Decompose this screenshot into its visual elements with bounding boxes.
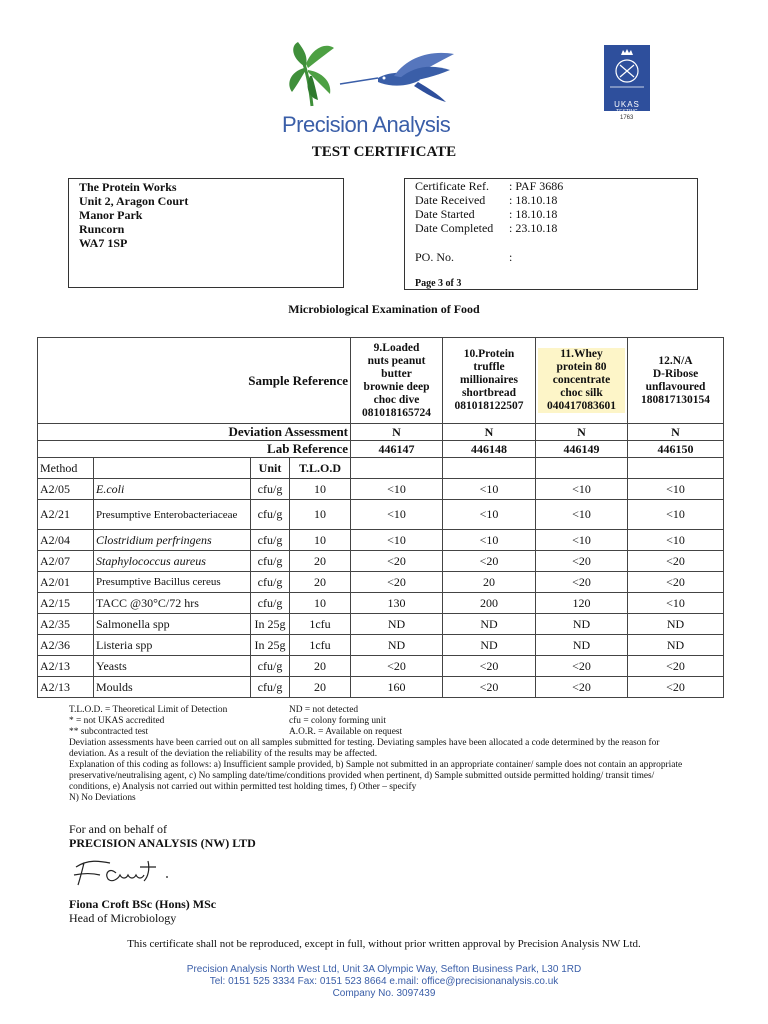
test-name-cell: Clostridium perfringens (94, 530, 251, 551)
crown-icon (604, 45, 650, 93)
sample-reference-label: Sample Reference (38, 338, 351, 424)
signatory: Fiona Croft BSc (Hons) MSc Head of Microbiology (69, 897, 217, 925)
method-cell: A2/07 (38, 551, 94, 572)
result-cell: 20 (443, 572, 536, 593)
method-cell: A2/13 (38, 677, 94, 698)
result-cell: 120 (536, 593, 628, 614)
result-cell: <10 (443, 500, 536, 530)
result-cell: ND (443, 614, 536, 635)
tlod-header: T.L.O.D (290, 458, 351, 479)
unit-cell: cfu/g (251, 677, 290, 698)
address-line: WA7 1SP (79, 236, 128, 250)
result-cell: ND (443, 635, 536, 656)
result-cell: <20 (536, 572, 628, 593)
date-received: Date Received : 18.10.18 (415, 193, 558, 207)
footnotes (69, 705, 689, 804)
address-line: Manor Park (79, 208, 143, 222)
unit-cell: In 25g (251, 635, 290, 656)
test-name-cell: E.coli (94, 479, 251, 500)
note: * = not UKAS accredited (69, 716, 165, 726)
unit-cell: cfu/g (251, 500, 290, 530)
brand-name: Precision Analysis (282, 112, 451, 137)
lab-reference-cell: 446150 (628, 441, 724, 458)
test-name-cell: TACC @30°C/72 hrs (94, 593, 251, 614)
method-cell: A2/36 (38, 635, 94, 656)
sample-header: 10.Protein truffle millionaires shortbread 081018122507 (443, 338, 536, 424)
method-cell: A2/15 (38, 593, 94, 614)
tlod-cell: 10 (290, 593, 351, 614)
column-header-row (38, 458, 724, 479)
results-table (37, 337, 724, 698)
tlod-cell: 20 (290, 677, 351, 698)
result-cell: 130 (351, 593, 443, 614)
deviation-label: Deviation Assessment (38, 424, 351, 441)
result-cell: <10 (536, 530, 628, 551)
lab-reference-cell: 446149 (536, 441, 628, 458)
table-row (38, 530, 724, 551)
result-cell: <10 (351, 530, 443, 551)
method-cell: A2/05 (38, 479, 94, 500)
tlod-cell: 10 (290, 479, 351, 500)
customer-address-box (68, 178, 344, 288)
lab-reference-cell: 446147 (351, 441, 443, 458)
result-cell: <20 (536, 677, 628, 698)
result-cell: ND (351, 635, 443, 656)
test-name-cell: Presumptive Bacillus cereus (94, 572, 251, 593)
tlod-cell: 1cfu (290, 614, 351, 635)
result-cell: <10 (443, 479, 536, 500)
result-cell: ND (628, 635, 724, 656)
method-cell: A2/01 (38, 572, 94, 593)
disclaimer: This certificate shall not be reproduced, except in full, without prior written approval by Precision Analysis NW Ltd. (127, 938, 641, 950)
certificate-info-box (404, 178, 698, 290)
unit-cell: cfu/g (251, 572, 290, 593)
table-row (38, 614, 724, 635)
po-number: PO. No. : (415, 250, 513, 264)
result-cell: <20 (351, 551, 443, 572)
no-deviation-note: N) No Deviations (69, 793, 136, 803)
note: A.O.R. = Available on request (289, 727, 403, 737)
test-name-cell: Salmonella spp (94, 614, 251, 635)
table-row (38, 593, 724, 614)
deviation-cell: N (443, 424, 536, 441)
deviation-cell: N (536, 424, 628, 441)
result-cell: <20 (443, 656, 536, 677)
test-name-cell: Moulds (94, 677, 251, 698)
sample-reference-row (38, 338, 724, 424)
note: ND = not detected (289, 705, 359, 715)
result-cell: <10 (351, 500, 443, 530)
result-cell: <20 (351, 656, 443, 677)
method-cell: A2/35 (38, 614, 94, 635)
signature (70, 853, 180, 889)
tlod-cell: 20 (290, 572, 351, 593)
section-title: Microbiological Examination of Food (288, 302, 480, 316)
tlod-cell: 10 (290, 500, 351, 530)
result-cell: <10 (443, 530, 536, 551)
sample-header-highlighted: 11.Whey protein 80 concentrate choc silk 040417083601 (536, 338, 628, 424)
lab-reference-label: Lab Reference (38, 441, 351, 458)
table-row (38, 479, 724, 500)
result-cell: <20 (351, 572, 443, 593)
result-cell: <20 (628, 551, 724, 572)
sample-header: 9.Loaded nuts peanut butter brownie deep choc dive 081018165724 (351, 338, 443, 424)
result-cell: <20 (628, 656, 724, 677)
date-started: Date Started : 18.10.18 (415, 207, 558, 221)
result-cell: ND (536, 614, 628, 635)
result-cell: <20 (443, 551, 536, 572)
result-cell: <20 (628, 572, 724, 593)
result-cell: 160 (351, 677, 443, 698)
company-footer: Precision Analysis North West Ltd, Unit 3A Olympic Way, Sefton Business Park, L30 1RD Tel: 0151 525 3334 Fax: 0151 523 8664 e.mail: office@precisionanalysis.co.uk Company No. 3097439 (186, 964, 582, 999)
sample-header: 12.N/A D-Ribose unflavoured 180817130154 (628, 338, 724, 424)
tlod-cell: 20 (290, 551, 351, 572)
certificate-ref: Certificate Ref. : PAF 3686 (415, 179, 564, 193)
unit-cell: In 25g (251, 614, 290, 635)
deviation-note: Deviation assessments have been carried out on all samples submitted for testing. Deviating samples have been allocated a code determined by the reason for deviation. As a result of the deviation the reliability of the results may be affected. (69, 738, 660, 759)
address-line: The Protein Works (79, 180, 177, 194)
result-cell: <10 (536, 500, 628, 530)
deviation-row (38, 424, 724, 441)
date-completed: Date Completed : 23.10.18 (415, 221, 558, 235)
note: cfu = colony forming unit (289, 716, 386, 726)
unit-cell: cfu/g (251, 530, 290, 551)
deviation-cell: N (628, 424, 724, 441)
result-cell: 200 (443, 593, 536, 614)
test-name-cell: Presumptive Enterobacteriaceae (94, 500, 251, 530)
precision-analysis-logo-icon (282, 36, 472, 116)
tlod-cell: 1cfu (290, 635, 351, 656)
test-name-cell: Staphylococcus aureus (94, 551, 251, 572)
result-cell: <10 (628, 479, 724, 500)
table-row (38, 635, 724, 656)
result-cell: ND (536, 635, 628, 656)
note: ** subcontracted test (69, 727, 149, 737)
result-cell: <20 (628, 677, 724, 698)
ukas-label: UKAS TESTING (614, 100, 640, 115)
address-line: Unit 2, Aragon Court (79, 194, 189, 208)
result-cell: <20 (536, 656, 628, 677)
address-line: Runcorn (79, 222, 125, 236)
unit-cell: cfu/g (251, 593, 290, 614)
ukas-number: 1763 (620, 115, 634, 121)
tlod-cell: 10 (290, 530, 351, 551)
result-cell: <10 (351, 479, 443, 500)
result-cell: <10 (628, 593, 724, 614)
result-cell: <10 (628, 500, 724, 530)
result-cell: <10 (628, 530, 724, 551)
unit-cell: cfu/g (251, 479, 290, 500)
result-cell: ND (351, 614, 443, 635)
test-name-cell: Listeria spp (94, 635, 251, 656)
table-row (38, 677, 724, 698)
lab-reference-row (38, 441, 724, 458)
note: T.L.O.D. = Theoretical Limit of Detection (69, 705, 228, 715)
test-header (94, 458, 251, 479)
coding-note: Explanation of this coding as follows: a) Insufficient sample provided, b) Sample not submitted in an appropriate container/ sample does not contain an appropriate preservative/neutralising agent, c) No sampling date/time/conditions provided when pertinent, d) Sample submitted outside permitted holding/ transit times/ conditions, e) Analysis not carried out within permitted test holding times, f) Other – specify (69, 760, 683, 792)
unit-header: Unit (251, 458, 290, 479)
method-cell: A2/21 (38, 500, 94, 530)
page-title: TEST CERTIFICATE (311, 144, 457, 160)
table-row (38, 656, 724, 677)
deviation-cell: N (351, 424, 443, 441)
method-cell: A2/13 (38, 656, 94, 677)
unit-cell: cfu/g (251, 656, 290, 677)
test-name-cell: Yeasts (94, 656, 251, 677)
result-cell: <20 (443, 677, 536, 698)
lab-reference-cell: 446148 (443, 441, 536, 458)
result-cell: ND (628, 614, 724, 635)
page-number: Page 3 of 3 (415, 278, 462, 289)
on-behalf-of: For and on behalf of PRECISION ANALYSIS (NW) LTD (69, 822, 256, 850)
result-cell: <10 (536, 479, 628, 500)
table-row (38, 500, 724, 530)
table-row (38, 551, 724, 572)
unit-cell: cfu/g (251, 551, 290, 572)
tlod-cell: 20 (290, 656, 351, 677)
result-cell: <20 (536, 551, 628, 572)
method-cell: A2/04 (38, 530, 94, 551)
method-header: Method (38, 458, 94, 479)
table-row (38, 572, 724, 593)
